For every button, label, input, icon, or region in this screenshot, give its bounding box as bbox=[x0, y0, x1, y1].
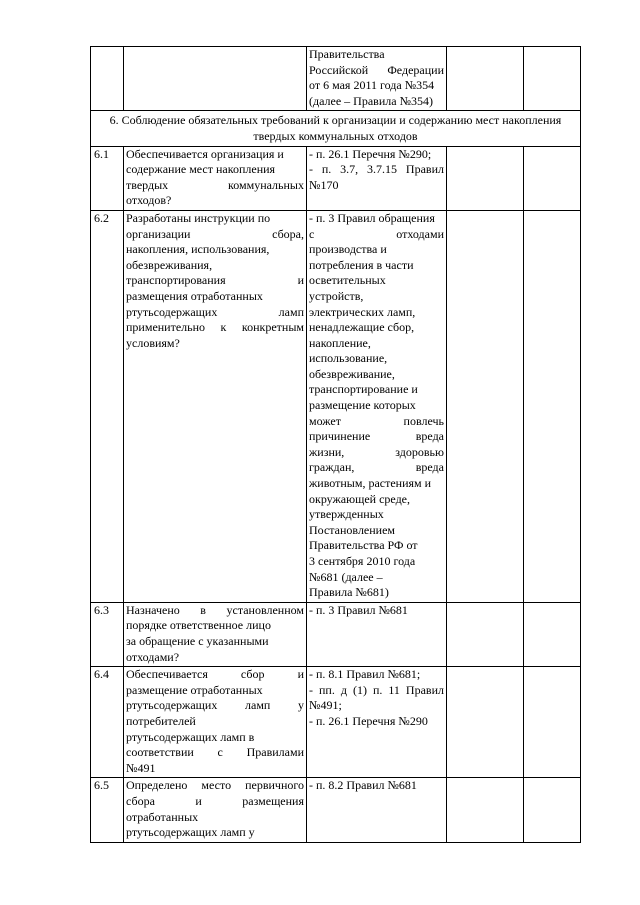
text-line: отработанных bbox=[126, 809, 199, 824]
text-line: окружающей среде, bbox=[309, 491, 411, 506]
text-line: - п. 8.2 Правил №681 bbox=[309, 778, 417, 793]
text-line: 3 сентября 2010 года bbox=[309, 554, 416, 568]
text-line: от 6 мая 2011 года №354 bbox=[309, 78, 435, 93]
text-line: размещение которых bbox=[309, 398, 416, 413]
text-line: применительно к конкретным bbox=[126, 320, 304, 335]
text-line: Обеспечивается организация и bbox=[126, 146, 284, 161]
requirement-question bbox=[124, 210, 307, 602]
text-line: накопление, bbox=[309, 335, 371, 350]
text-line: сбора и размещения bbox=[126, 793, 304, 808]
note-cell bbox=[524, 778, 581, 843]
answer-cell bbox=[447, 602, 524, 666]
text-line: содержание мест накопления bbox=[126, 162, 276, 177]
document-page bbox=[90, 46, 581, 843]
text-line: может повлечь bbox=[309, 413, 444, 428]
text-line: Разработаны инструкции по bbox=[126, 210, 271, 225]
text-line: ртутьсодержащих ламп в bbox=[126, 729, 255, 744]
item-number: 6.3 bbox=[91, 602, 124, 666]
requirement-question bbox=[124, 778, 307, 843]
text-line: ртутьсодержащих ламп bbox=[126, 304, 304, 319]
text-line: производства и bbox=[309, 242, 387, 257]
note-cell bbox=[524, 47, 581, 111]
text-line: отходами? bbox=[126, 649, 180, 664]
text-line: отходов? bbox=[126, 193, 172, 208]
text-line: - п. 8.1 Правил №681; bbox=[309, 667, 421, 682]
table-body bbox=[91, 47, 581, 843]
text-line: утвержденных bbox=[309, 507, 384, 522]
text-line: накопления, использования, bbox=[126, 242, 270, 257]
text-line: №681 (далее – bbox=[309, 569, 383, 584]
legal-reference bbox=[307, 210, 447, 602]
text-line: - п. 26.1 Перечня №290; bbox=[309, 146, 432, 161]
note-cell bbox=[524, 146, 581, 210]
text-line: №170 bbox=[309, 177, 339, 192]
text-line: - пп. д (1) п. 11 Правил bbox=[309, 682, 444, 697]
text-line: Российской Федерации bbox=[309, 62, 444, 77]
text-line: размещение отработанных bbox=[126, 682, 263, 697]
text-line: за обращение с указанными bbox=[126, 633, 269, 648]
table-row bbox=[91, 210, 581, 602]
text-line: Правила №681) bbox=[309, 585, 389, 600]
text-line: ртутьсодержащих ламп у bbox=[126, 825, 255, 840]
answer-cell bbox=[447, 778, 524, 843]
text-line: осветительных bbox=[309, 273, 386, 288]
text-line: транспортирование и bbox=[309, 382, 418, 397]
text-line: животным, растениям и bbox=[309, 476, 432, 491]
item-number: 6.4 bbox=[91, 667, 124, 778]
text-line: Назначено в установленном bbox=[126, 602, 304, 617]
requirement-question bbox=[124, 602, 307, 666]
text-line: №491 bbox=[126, 760, 156, 775]
text-line: - п. 3 Правил обращения bbox=[309, 210, 435, 225]
text-line: - п. 26.1 Перечня №290 bbox=[309, 713, 428, 728]
legal-reference bbox=[307, 778, 447, 843]
text-line: - п. 3 Правил №681 bbox=[309, 602, 408, 617]
text-line: Постановлением bbox=[309, 522, 396, 537]
text-line: потребления в части bbox=[309, 257, 414, 272]
requirement-question bbox=[124, 667, 307, 778]
item-number bbox=[91, 47, 124, 111]
text-line: обезвреживания, bbox=[126, 257, 213, 272]
section-title: 6. Соблюдение обязательных требований к организации и содержанию мест накопления твердых коммунальных отходов bbox=[91, 111, 581, 146]
table-row bbox=[91, 47, 581, 111]
text-line: Правительства bbox=[309, 47, 385, 61]
text-line: Обеспечивается сбор и bbox=[126, 667, 304, 682]
text-line: (далее – Правила №354) bbox=[309, 93, 434, 108]
note-cell bbox=[524, 667, 581, 778]
inspection-checklist-table bbox=[90, 46, 581, 843]
requirement-question bbox=[124, 47, 307, 111]
legal-reference bbox=[307, 667, 447, 778]
text-line: размещения отработанных bbox=[126, 288, 263, 303]
text-line: причинение вреда bbox=[309, 429, 444, 444]
text-line: твердых коммунальных bbox=[126, 177, 304, 192]
table-row bbox=[91, 667, 581, 778]
legal-reference bbox=[307, 47, 447, 111]
text-line: условиям? bbox=[126, 335, 180, 350]
legal-reference bbox=[307, 602, 447, 666]
text-line: Определено место первичного bbox=[126, 778, 304, 793]
item-number: 6.2 bbox=[91, 210, 124, 602]
requirement-question bbox=[124, 146, 307, 210]
text-line: - п. 3.7, 3.7.15 Правил bbox=[309, 162, 444, 177]
text-line: №491; bbox=[309, 698, 342, 713]
text-line: транспортирования и bbox=[126, 273, 304, 288]
text-line: ненадлежащие сбор, bbox=[309, 320, 415, 335]
text-line: ртутьсодержащих ламп у bbox=[126, 698, 304, 713]
answer-cell bbox=[447, 210, 524, 602]
text-line: жизни, здоровью bbox=[309, 444, 444, 459]
text-line: Правительства РФ от bbox=[309, 538, 418, 553]
text-line: обезвреживание, bbox=[309, 366, 395, 381]
answer-cell bbox=[447, 47, 524, 111]
answer-cell bbox=[447, 146, 524, 210]
note-cell bbox=[524, 602, 581, 666]
text-line: граждан, вреда bbox=[309, 460, 444, 475]
legal-reference bbox=[307, 146, 447, 210]
text-line: организации сбора, bbox=[126, 226, 304, 241]
text-line: соответствии с Правилами bbox=[126, 745, 304, 760]
text-line: потребителей bbox=[126, 713, 196, 728]
answer-cell bbox=[447, 667, 524, 778]
text-line: с отходами bbox=[309, 226, 444, 241]
text-line: порядке ответственное лицо bbox=[126, 618, 271, 633]
note-cell bbox=[524, 210, 581, 602]
text-line: электрических ламп, bbox=[309, 304, 416, 319]
text-line: использование, bbox=[309, 351, 388, 366]
table-row bbox=[91, 146, 581, 210]
section-header-row bbox=[91, 111, 581, 146]
table-row bbox=[91, 778, 581, 843]
item-number: 6.5 bbox=[91, 778, 124, 843]
item-number: 6.1 bbox=[91, 146, 124, 210]
table-row bbox=[91, 602, 581, 666]
text-line: устройств, bbox=[309, 288, 364, 303]
